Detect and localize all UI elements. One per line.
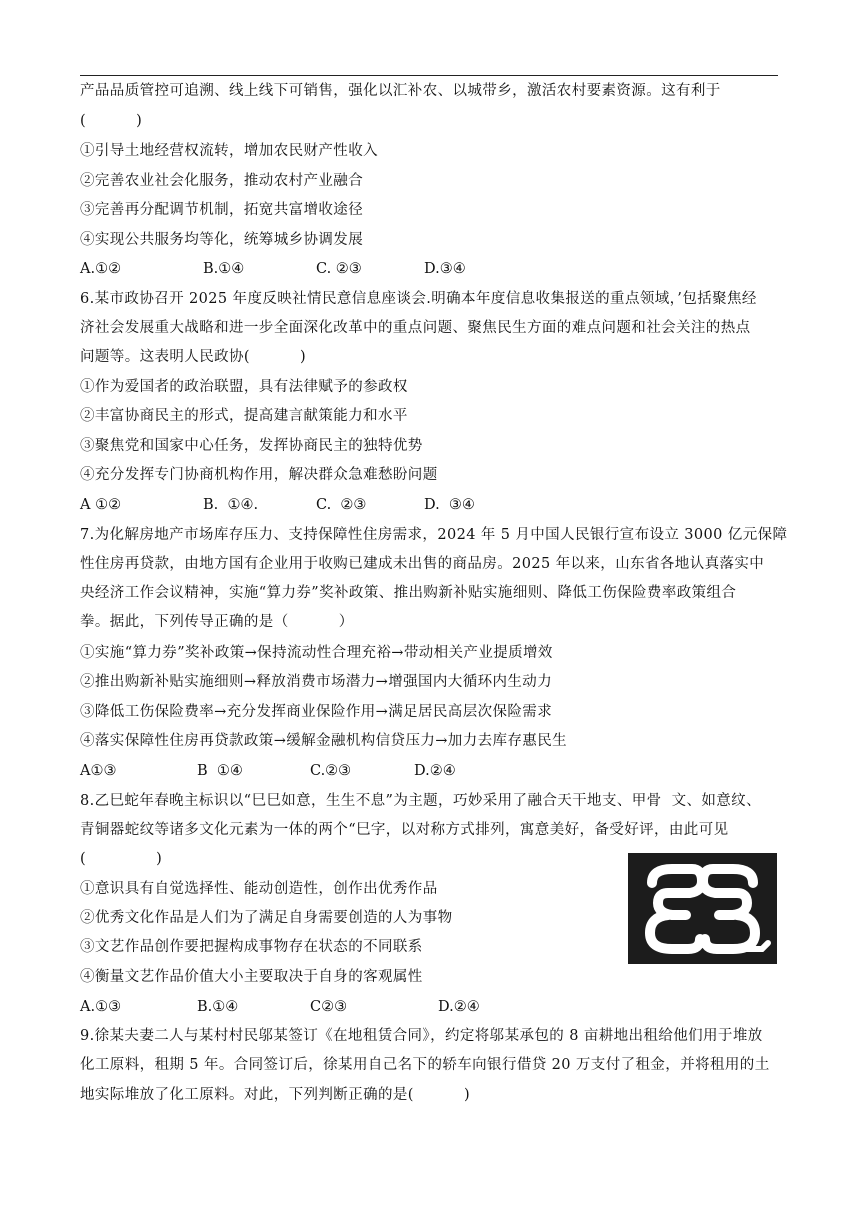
q5-option-d: D.③④ [424,261,466,277]
q6-item-1: ①作为爱国者的政治联盟，具有法律赋予的参政权 [80,379,408,395]
q9-stem-line-1: 9.徐某夫妻二人与某村村民邬某签订《在地租赁合同》，约定将邬某承包的 8 亩耕地出租给他们用于堆放 [80,1028,763,1044]
q7-option-b: B ①④ [197,763,243,779]
q8-option-c: C②③ [310,999,348,1015]
q5-option-b: B.①④ [203,261,245,277]
q8-item-1: ①意识具有自觉选择性、能动创造性，创作出优秀作品 [80,881,438,897]
q5-item-2: ②完善农业社会化服务，推动农村产业融合 [80,173,364,189]
q7-item-3: ③降低工伤保险费率→充分发挥商业保险作用→满足居民高层次保险需求 [80,704,553,720]
header-rule [80,75,778,76]
q6-item-3: ③聚焦党和国家中心任务，发挥协商民主的独特优势 [80,438,423,454]
q6-stem-line-1: 6.某市政协召开 2025 年度反映社情民意信息座谈会.明确本年度信息收集报送的重点领域，’包括聚焦经 [80,291,757,307]
q7-stem-line-2: 性住房再贷款，由地方国有企业用于收购已建成未出售的商品房。2025 年以来，山东省各地认真落实中 [80,556,765,572]
q7-option-a: A①③ [80,763,117,779]
q7-item-4: ④落实保障性住房再贷款政策→缓解金融机构信贷压力→加力去库存惠民生 [80,733,567,749]
q8-item-2: ②优秀文化作品是人们为了满足自身需要创造的人为事物 [80,910,453,926]
q7-stem-line-4: 拳。据此，下列传导正确的是（ ） [80,614,354,630]
q6-option-a: A ①② [80,497,122,513]
q6-option-d: D. ③④ [424,497,475,513]
q7-stem-line-1: 7.为化解房地产市场库存压力、支持保障性住房需求，2024 年 5 月中国人民银行宣布设立 3000 亿元保障 [80,527,788,543]
q6-stem-line-3: 问题等。这表明人民政协( ) [80,349,307,365]
q9-stem-line-2: 化工原料，租期 5 年。合同签订后，徐某用自己名下的轿车向银行借贷 20 万支付了租金，并将租用的土 [80,1057,770,1073]
q8-option-d: D.②④ [438,999,480,1015]
q7-item-1: ①实施“算力券”奖补政策→保持流动性合理充裕→带动相关产业提质增效 [80,645,553,661]
q8-option-a: A.①③ [80,999,122,1015]
q7-stem-line-3: 央经济工作会议精神，实施“算力券”奖补政策、推出购新补贴实施细则、降低工伤保险费率政策组合 [80,585,737,601]
snake-year-logo-graphic [628,853,777,964]
q8-stem-line-1: 8.乙巳蛇年春晚主标识以“巳巳如意，生生不息”为主题，巧妙采用了融合天干地支、甲骨 文、如意纹、 [80,793,761,809]
q7-option-c: C.②③ [310,763,352,779]
q8-option-b: B.①④ [197,999,239,1015]
snake-year-logo-icon [628,853,777,964]
q7-option-d: D.②④ [414,763,456,779]
q6-stem-line-2: 济社会发展重大战略和进一步全面深化改革中的重点问题、聚焦民生方面的难点问题和社会关注的热点 [80,320,751,336]
q5-item-1: ①引导土地经营权流转，增加农民财产性收入 [80,143,378,159]
q5-item-4: ④实现公共服务均等化，统筹城乡协调发展 [80,232,364,248]
q8-answer-blank: ( ) [80,851,163,867]
q6-item-2: ②丰富协商民主的形式，提高建言献策能力和水平 [80,408,408,424]
q9-stem-line-3: 地实际堆放了化工原料。对此，下列判断正确的是( ) [80,1087,471,1103]
q5-option-c: C. ②③ [316,261,362,277]
q5-item-3: ③完善再分配调节机制，拓宽共富增收途径 [80,202,364,218]
q8-stem-line-2: 青铜器蛇纹等诸多文化元素为一体的两个“巳字，以对称方式排列，寓意美好，备受好评，由此可见 [80,822,729,838]
q6-item-4: ④充分发挥专门协商机构作用，解决群众急难愁盼问题 [80,467,438,483]
q7-item-2: ②推出购新补贴实施细则→释放消费市场潜力→增强国内大循环内生动力 [80,674,553,690]
q8-item-4: ④衡量文艺作品价值大小主要取决于自身的客观属性 [80,969,423,985]
q5-stem-line-1: 产品品质管控可追溯、线上线下可销售，强化以汇补农、以城带乡，激活农村要素资源。这有利于 [80,83,721,99]
q8-item-3: ③文艺作品创作要把握构成事物存在状态的不同联系 [80,939,423,955]
q5-option-a: A.①② [80,261,122,277]
q6-option-c: C. ②③ [316,497,367,513]
q6-option-b: B. ①④. [203,497,259,513]
q5-answer-blank: ( ) [80,113,143,129]
